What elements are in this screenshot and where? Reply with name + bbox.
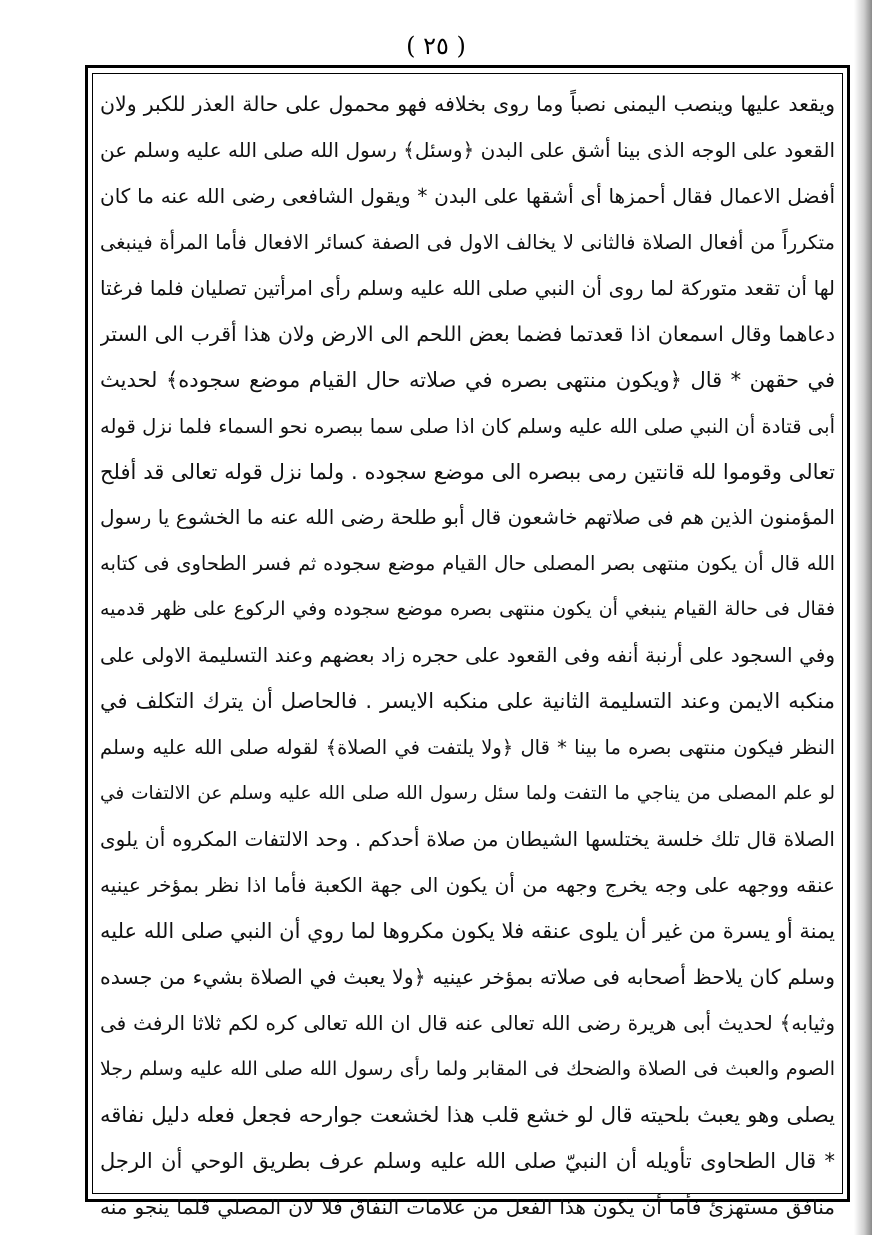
page-number: ( ٢٥ )	[406, 32, 466, 60]
scan-edge-shadow	[854, 0, 872, 1235]
text-line: القعود على الوجه الذى بينا أشق على البدن ﴿وسئل﴾ رسول الله صلى الله عليه وسلم عن	[100, 137, 835, 162]
text-line: تعالى وقوموا لله قانتين رمى ببصره الى موضع سجوده . ولما نزل قوله تعالى قد أفلح	[100, 459, 835, 484]
text-line: لو علم المصلى من يناجي ما التفت ولما سئل رسول الله صلى الله عليه وسلم عن الالتفات في	[100, 783, 835, 805]
text-line: دعاهما وقال اسمعان اذا قعدتما فضما بعض اللحم الى الارض ولان هذا أقرب الى الستر	[100, 321, 835, 346]
text-line: * قال الطحاوى تأويله أن النبيّ صلى الله عليه وسلم عرف بطريق الوحي أن الرجل	[100, 1148, 835, 1173]
text-line: المؤمنون الذين هم فى صلاتهم خاشعون قال أبو طلحة رضى الله عنه ما الخشوع يا رسول	[100, 505, 835, 530]
text-line: منكبه الايمن وعند التسليمة الثانية على منكبه الايسر . فالحاصل أن يترك التكلف في	[100, 689, 835, 714]
text-line: منافق مستهزئ فأما أن يكون هذا الفعل من علامات النفاق فلا لان المصلي قلما ينجو منه	[100, 1194, 835, 1219]
text-line: أبى قتادة أن النبي صلى الله عليه وسلم كان اذا صلى سما ببصره نحو السماء فلما نزل قوله	[100, 414, 835, 438]
text-line: أفضل الاعمال فقال أحمزها أى أشقها على البدن * ويقول الشافعى رضى الله عنه ما كان	[100, 183, 835, 208]
text-line: الصوم والعبث فى الصلاة والضحك فى المقابر ولما رأى رسول الله صلى الله عليه وسلم رجلا	[100, 1057, 835, 1080]
text-line: النظر فيكون منتهى بصره ما بينا * قال ﴿ولا يلتفت في الصلاة﴾ لقوله صلى الله عليه وسلم	[100, 736, 835, 760]
text-line: في حقهن * قال ﴿ويكون منتهى بصره في صلاته حال القيام موضع سجوده﴾ لحديث	[100, 367, 835, 392]
text-line: الصلاة قال تلك خلسة يختلسها الشيطان من صلاة أحدكم . وحد الالتفات المكروه أن يلوى	[100, 827, 835, 851]
text-line: وفي السجود على أرنبة أنفه وفى القعود على حجره زاد بعضهم وعند التسليمة الاولى على	[100, 643, 835, 668]
main-text-block	[100, 82, 835, 1219]
text-line: ويقعد عليها وينصب اليمنى نصباً وما روى بخلافه فهو محمول على حالة العذر للكبر ولان	[100, 92, 835, 116]
text-line: يمنة أو يسرة من غير أن يلوى عنقه فلا يكون مكروها لما روي أن النبي صلى الله عليه	[100, 918, 835, 943]
text-line: عنقه ووجهه على وجه يخرج وجهه من أن يكون الى جهة الكعبة فأما اذا نظر بمؤخر عينيه	[100, 872, 835, 897]
text-line: يصلى وهو يعبث بلحيته قال لو خشع قلب هذا لخشعت جوارحه فجعل فعله دليل نفاقه	[100, 1102, 835, 1127]
text-line: لها أن تقعد متوركة لما روى أن النبي صلى الله عليه وسلم رأى امرأتين تصليان فلما فرغتا	[100, 275, 835, 300]
text-line: الله قال أن يكون منتهى بصر المصلى حال القيام موضع سجوده ثم فسر الطحاوى فى كتابه	[100, 552, 835, 576]
text-line: فقال فى حالة القيام ينبغي أن يكون منتهى بصره موضع سجوده وفي الركوع على ظهر قدميه	[100, 598, 835, 621]
text-line: متكرراً من أفعال الصلاة فالثانى لا يخالف الاول فى الصفة كسائر الافعال فأما المرأة فينبغى	[100, 230, 835, 254]
text-line: وثيابه﴾ لحديث أبى هريرة رضى الله تعالى عنه قال ان الله تعالى كره لكم ثلاثا الرفث فى	[100, 1010, 835, 1035]
text-line: وسلم كان يلاحظ أصحابه فى صلاته بمؤخر عينيه ﴿ولا يعبث في الصلاة بشيء من جسده	[100, 964, 835, 989]
